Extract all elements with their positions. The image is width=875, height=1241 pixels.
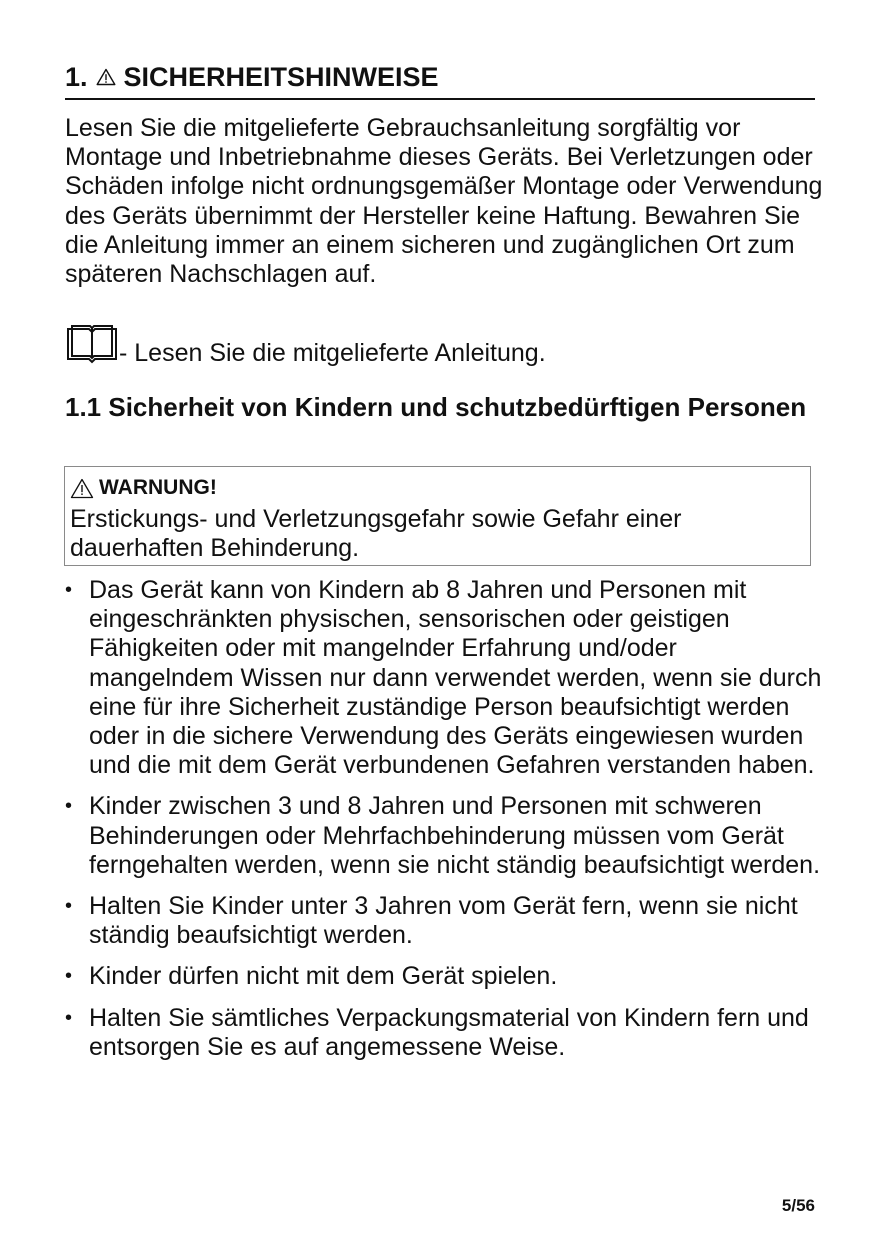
section-title: SICHERHEITSHINWEISE xyxy=(123,62,439,92)
list-item-text: Kinder dürfen nicht mit dem Gerät spielen. xyxy=(89,962,558,991)
warning-triangle-icon xyxy=(96,58,116,96)
section-number: 1. xyxy=(65,62,88,92)
warning-box-header xyxy=(70,471,804,505)
warning-text: Erstickungs- und Verletzungsgefahr sowie Gefahr einer dauerhaften Behinderung. xyxy=(70,505,682,562)
list-item xyxy=(65,576,825,780)
manual-note xyxy=(65,326,825,368)
warning-box xyxy=(64,466,811,566)
bullet-glyph: • xyxy=(65,795,73,818)
bullet-glyph: • xyxy=(65,1006,73,1029)
list-item xyxy=(65,962,825,991)
list-item-text: Halten Sie Kinder unter 3 Jahren vom Gerät fern, wenn sie nicht ständig beaufsichtigt werden. xyxy=(89,892,798,950)
intro-paragraph: Lesen Sie die mitgelieferte Gebrauchsanleitung sorgfältig vor Montage und Inbetriebnahme dieses Geräts. Bei Verletzungen oder Schäden infolge nicht ordnungsgemäßer Montage oder Verwendung des Geräts übernimmt der Hersteller keine Haftung. Bewahren Sie die Anleitung immer an einem sicheren und zugänglichen Ort zum späteren Nachschlagen auf. xyxy=(65,114,823,289)
list-item xyxy=(65,792,825,880)
subsection-title: 1.1 Sicherheit von Kindern und schutzbedürftigen Personen xyxy=(65,392,807,422)
bullet-glyph: • xyxy=(65,579,73,601)
page-number: 5/56 xyxy=(781,1196,815,1215)
list-item xyxy=(65,1004,825,1062)
list-item-text: Kinder zwischen 3 und 8 Jahren und Personen mit schweren Behinderungen oder Mehrfachbehinderung müssen vom Gerät ferngehalten werden, wenn sie nicht ständig beaufsichtigt werden. xyxy=(89,792,821,879)
bullet-glyph: • xyxy=(65,895,73,918)
manual-note-text: - Lesen Sie die mitgelieferte Anleitung. xyxy=(119,339,546,367)
warning-icon xyxy=(70,478,94,499)
list-item-text: Halten Sie sämtliches Verpackungsmaterial von Kindern fern und entsorgen Sie es auf angemessene Weise. xyxy=(89,1003,809,1061)
list-item-text: Das Gerät kann von Kindern ab 8 Jahren und Personen mit eingeschränkten physischen, sensorischen oder geistigen Fähigkeiten oder mit mangelnder Erfahrung und/oder mangelndem Wissen nur dann verwendet werden, wenn sie durch eine für ihre Sicherheit zuständige Person beaufsichtigt werden oder in die sichere Verwendung des Geräts eingewiesen wurden und die mit dem Gerät verbundenen Gefahren verstanden haben. xyxy=(89,576,822,780)
list-item xyxy=(65,892,825,950)
section-heading xyxy=(65,58,815,100)
bullet-glyph: • xyxy=(65,965,73,988)
warning-label: WARNUNG! xyxy=(99,476,217,499)
book-icon xyxy=(65,325,119,368)
safety-bullet-list xyxy=(65,576,825,1074)
